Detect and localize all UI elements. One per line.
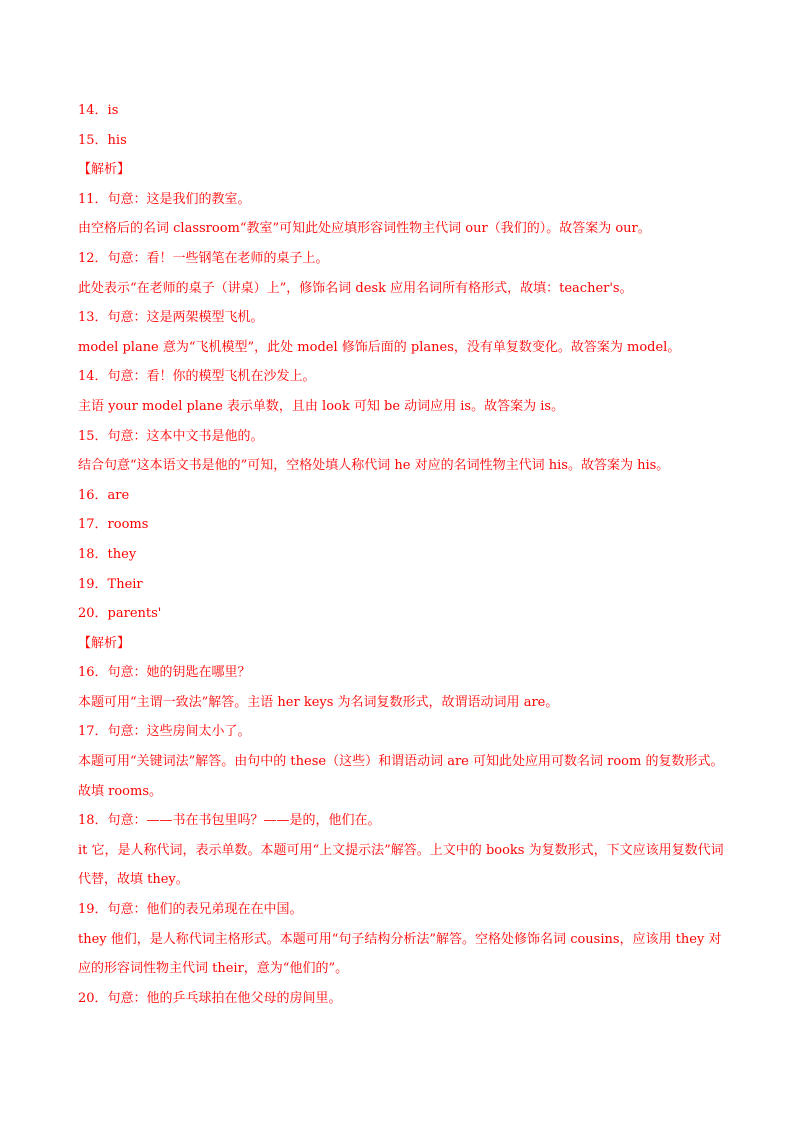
answer-15: 15．his [78,132,127,148]
analysis-16-explanation: 本题可用“主谓一致法”解答。主语 her keys 为名词复数形式，故谓语动词用 are。 [78,694,559,710]
analysis-11-meaning: 11．句意：这是我们的教室。 [78,191,251,207]
analysis-18-meaning: 18．句意：——书在书包里吗？——是的，他们在。 [78,813,381,829]
analysis-13-explanation: model plane 意为“飞机模型”，此处 model 修饰后面的 planes，没有单复数变化。故答案为 model。 [78,339,681,355]
analysis-heading: 【解析】 [78,162,131,178]
analysis-14-meaning: 14．句意：看！你的模型飞机在沙发上。 [78,369,316,385]
answer-14: 14．is [78,103,119,118]
answer-document [78,96,728,1013]
analysis-17-explanation: 本题可用“关键词法”解答。由句中的 these（这些）和谓语动词 are 可知此处应用可数名词 room 的复数形式。故填 rooms。 [78,754,724,799]
analysis-20-meaning: 20．句意：他的乒乓球拍在他父母的房间里。 [78,990,342,1006]
analysis-heading-2: 【解析】 [78,635,131,651]
answer-19: 19．Their [78,576,143,592]
analysis-15-meaning: 15．句意：这本中文书是他的。 [78,428,264,444]
analysis-15-explanation: 结合句意“这本语文书是他的”可知，空格处填人称代词 he 对应的名词性物主代词 his。故答案为 his。 [78,458,670,474]
answer-18: 18．they [78,546,137,562]
analysis-19-meaning: 19．句意：他们的表兄弟现在在中国。 [78,902,303,918]
analysis-12-explanation: 此处表示“在老师的桌子（讲桌）上”，修饰名词 desk 应用名词所有格形式，故填：teacher's。 [78,280,633,296]
analysis-18-explanation: it 它，是人称代词，表示单数。本题可用“上文提示法”解答。上文中的 books 为复数形式，下文应该用复数代词代替，故填 they。 [78,842,724,888]
analysis-16-meaning: 16．句意：她的钥匙在哪里？ [78,665,251,681]
analysis-12-meaning: 12．句意：看！一些钢笔在老师的桌子上。 [78,250,329,266]
analysis-17-meaning: 17．句意：这些房间太小了。 [78,724,251,740]
answer-16: 16．are [78,487,130,503]
analysis-19-explanation: they 他们，是人称代词主格形式。本题可用“句子结构分析法”解答。空格处修饰名词 cousins，应该用 they 对应的形容词性物主代词 their，意为“他们的”。 [78,931,722,977]
answer-17: 17．rooms [78,517,149,533]
analysis-14-explanation: 主语 your model plane 表示单数，且由 look 可知 be 动词应用 is。故答案为 is。 [78,398,565,414]
analysis-13-meaning: 13．句意：这是两架模型飞机。 [78,310,264,326]
answer-20: 20．parents' [78,606,162,622]
analysis-11-explanation: 由空格后的名词 classroom“教室”可知此处应填形容词性物主代词 our（我们的）。故答案为 our。 [78,221,651,237]
